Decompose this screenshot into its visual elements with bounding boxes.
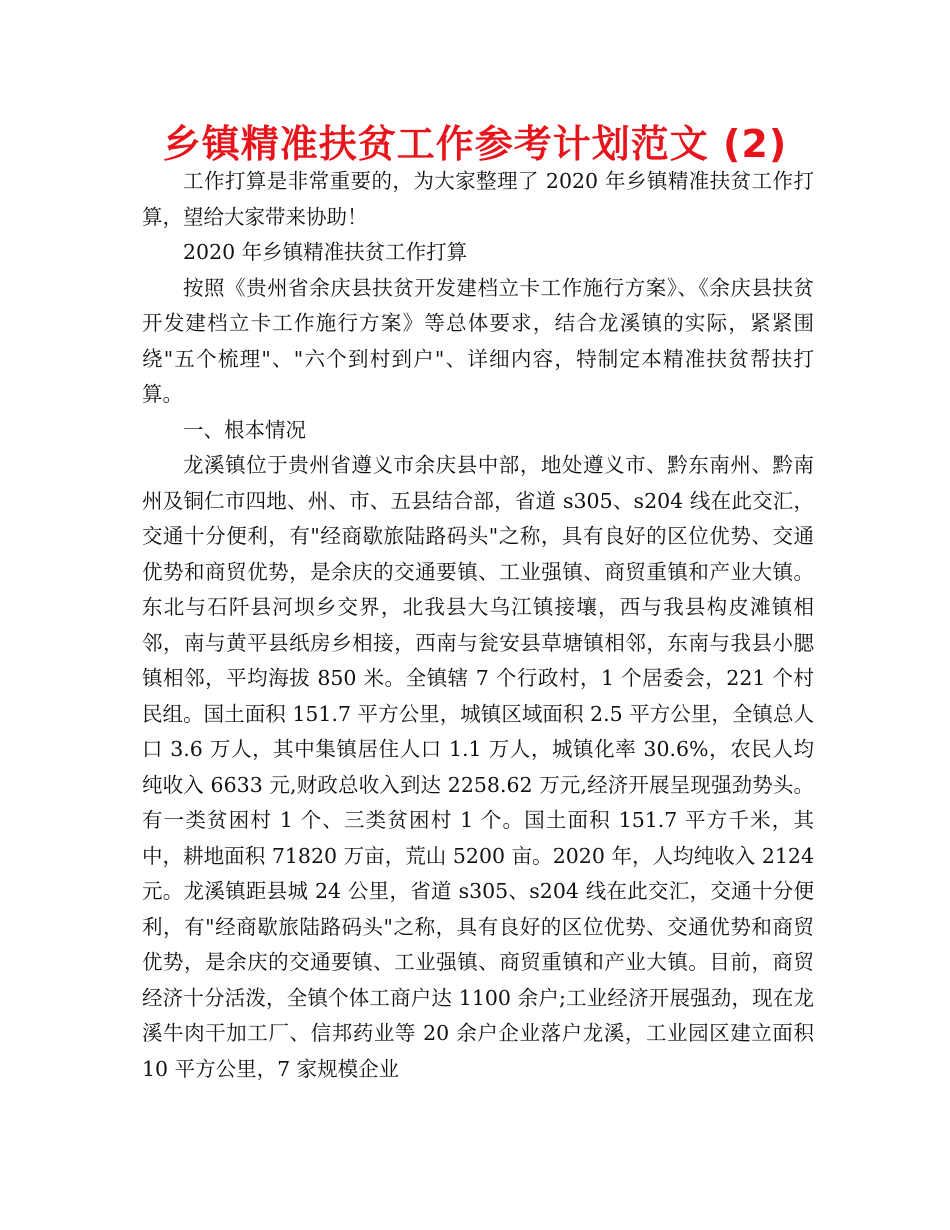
paragraph-intro: 工作打算是非常重要的，为大家整理了 2020 年乡镇精准扶贫工作打算，望给大家带来协助！ (142, 169, 814, 229)
paragraph-subtitle: 2020 年乡镇精准扶贫工作打算 (183, 240, 468, 264)
document-title: 乡镇精准扶贫工作参考计划范文 (2) (162, 122, 788, 166)
section-heading-basic-situation: 一、根本情况 (183, 417, 306, 442)
document-body (142, 164, 814, 1087)
paragraph-basis: 按照《贵州省余庆县扶贫开发建档立卡工作施行方案》、《余庆县扶贫开发建档立卡工作施行方案》等总体要求，结合龙溪镇的实际，紧紧围绕"五个梳理"、"六个到村到户"、详细内容，特制定本精准扶贫帮扶打算。 (142, 275, 814, 406)
paragraph-basic-situation: 龙溪镇位于贵州省遵义市余庆县中部，地处遵义市、黔东南州、黔南州及铜仁市四地、州、市、五县结合部，省道 s305、s204 线在此交汇，交通十分便利，有"经商歇旅陆路码头"之称，具有良好的区位优势、交通优势和商贸优势，是余庆的交通要镇、工业强镇、商贸重镇和产业大镇。东北与石阡县河坝乡交界，北我县大乌江镇接壤，西与我县构皮滩镇相邻，南与黄平县纸房乡相接，西南与瓮安县草塘镇相邻，东南与我县小腮镇相邻，平均海拔 850 米。全镇辖 7 个行政村，1 个居委会，221 个村民组。国土面积 151.7 平方公里，城镇区域面积 2.5 平方公里，全镇总人口 3.6 万人，其中集镇居住人口 1.1 万人，城镇化率 30.6%，农民人均纯收入 6633 元,财政总收入到达 2258.62 万元,经济开展呈现强劲势头。有一类贫困村 1 个、三类贫困村 1 个。国土面积 151.7 平方千米，其中，耕地面积 71820 万亩，荒山 5200 亩。2020 年，人均纯收入 2124 元。龙溪镇距县城 24 公里，省道 s305、s204 线在此交汇，交通十分便利，有"经商歇旅陆路码头"之称，具有良好的区位优势、交通优势和商贸优势，是余庆的交通要镇、工业强镇、商贸重镇和产业大镇。目前，商贸经济十分活泼，全镇个体工商户达 1100 余户;工业经济开展强劲，现在龙溪牛肉干加工厂、信邦药业等 20 余户企业落户龙溪，工业园区建立面积 10 平方公里，7 家规模企业 (142, 453, 814, 1081)
